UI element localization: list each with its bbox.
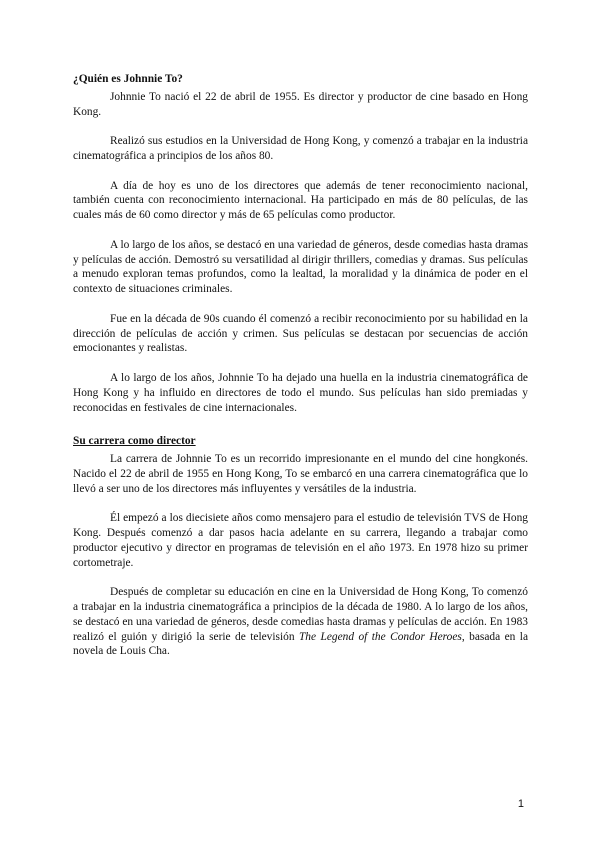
section-heading-who: ¿Quién es Johnnie To? bbox=[73, 73, 183, 85]
paragraph-text: Después de completar su educación en cine en la Universidad de Hong Kong, To comenzó a trabajar en la industria cinematográfica a principios de la década de 1980. A lo largo de los años, se destacó en una variedad de géneros, desde comedias hasta dramas y películas de acción. En 1983 realizó el guión y dirigió la serie de televisión bbox=[73, 586, 528, 643]
paragraph: A día de hoy es uno de los directores que además de tener reconocimiento nacional, también cuenta con reconocimiento internacional. Ha participado en más de 80 películas, de las cuales más de 60 como director y más de 65 películas como productor. bbox=[73, 179, 528, 222]
paragraph: Él empezó a los diecisiete años como mensajero para el estudio de televisión TVS de Hong Kong. Después comenzó a dar pasos hacia adelante en su carrera, llegando a trabajar como productor ejecutivo y director en programas de televisión en el año 1973. En 1978 hizo su primer cortometraje. bbox=[73, 512, 528, 569]
series-title: The Legend of the Condor Heroes bbox=[298, 630, 462, 643]
paragraph: Fue en la década de 90s cuando él comenzó a recibir reconocimiento por su habilidad en la dirección de películas de acción y crimen. Sus películas se destacan por secuencias de acción emocionantes y realistas. bbox=[73, 312, 528, 355]
paragraph: A lo largo de los años, se destacó en una variedad de géneros, desde comedias hasta dramas y películas de acción. Demostró su versatilidad al dirigir thrillers, comedias y dramas. Sus películas a menudo exploran temas profundos, como la lealtad, la moralidad y la dinámica de poder en el contexto de situaciones criminales. bbox=[73, 238, 528, 296]
page-number: 1 bbox=[517, 798, 524, 810]
document-page bbox=[73, 72, 528, 674]
paragraph: A lo largo de los años, Johnnie To ha dejado una huella en la industria cinematográfica de Hong Kong y ha influido en directores de todo el mundo. Sus películas han sido premiadas y reconocidas en festivales de cine internacionales. bbox=[73, 371, 528, 414]
paragraph: Johnnie To nació el 22 de abril de 1955. Es director y productor de cine basado en Hong Kong. bbox=[73, 90, 528, 118]
paragraph-last bbox=[73, 585, 528, 659]
paragraph: Realizó sus estudios en la Universidad de Hong Kong, y comenzó a trabajar en la industria cinematográfica a principios de los años 80. bbox=[73, 135, 528, 162]
paragraph-text: , basada en la novela de Louis Cha. bbox=[73, 630, 528, 658]
paragraph: La carrera de Johnnie To es un recorrido impresionante en el mundo del cine hongkonés. Nacido el 22 de abril de 1955 en Hong Kong, To se embarcó en una carrera cinematográfica que lo llevó a ser uno de los directores más influyentes y versátiles de la industria. bbox=[73, 453, 528, 495]
section-heading-career: Su carrera como director bbox=[73, 435, 196, 448]
